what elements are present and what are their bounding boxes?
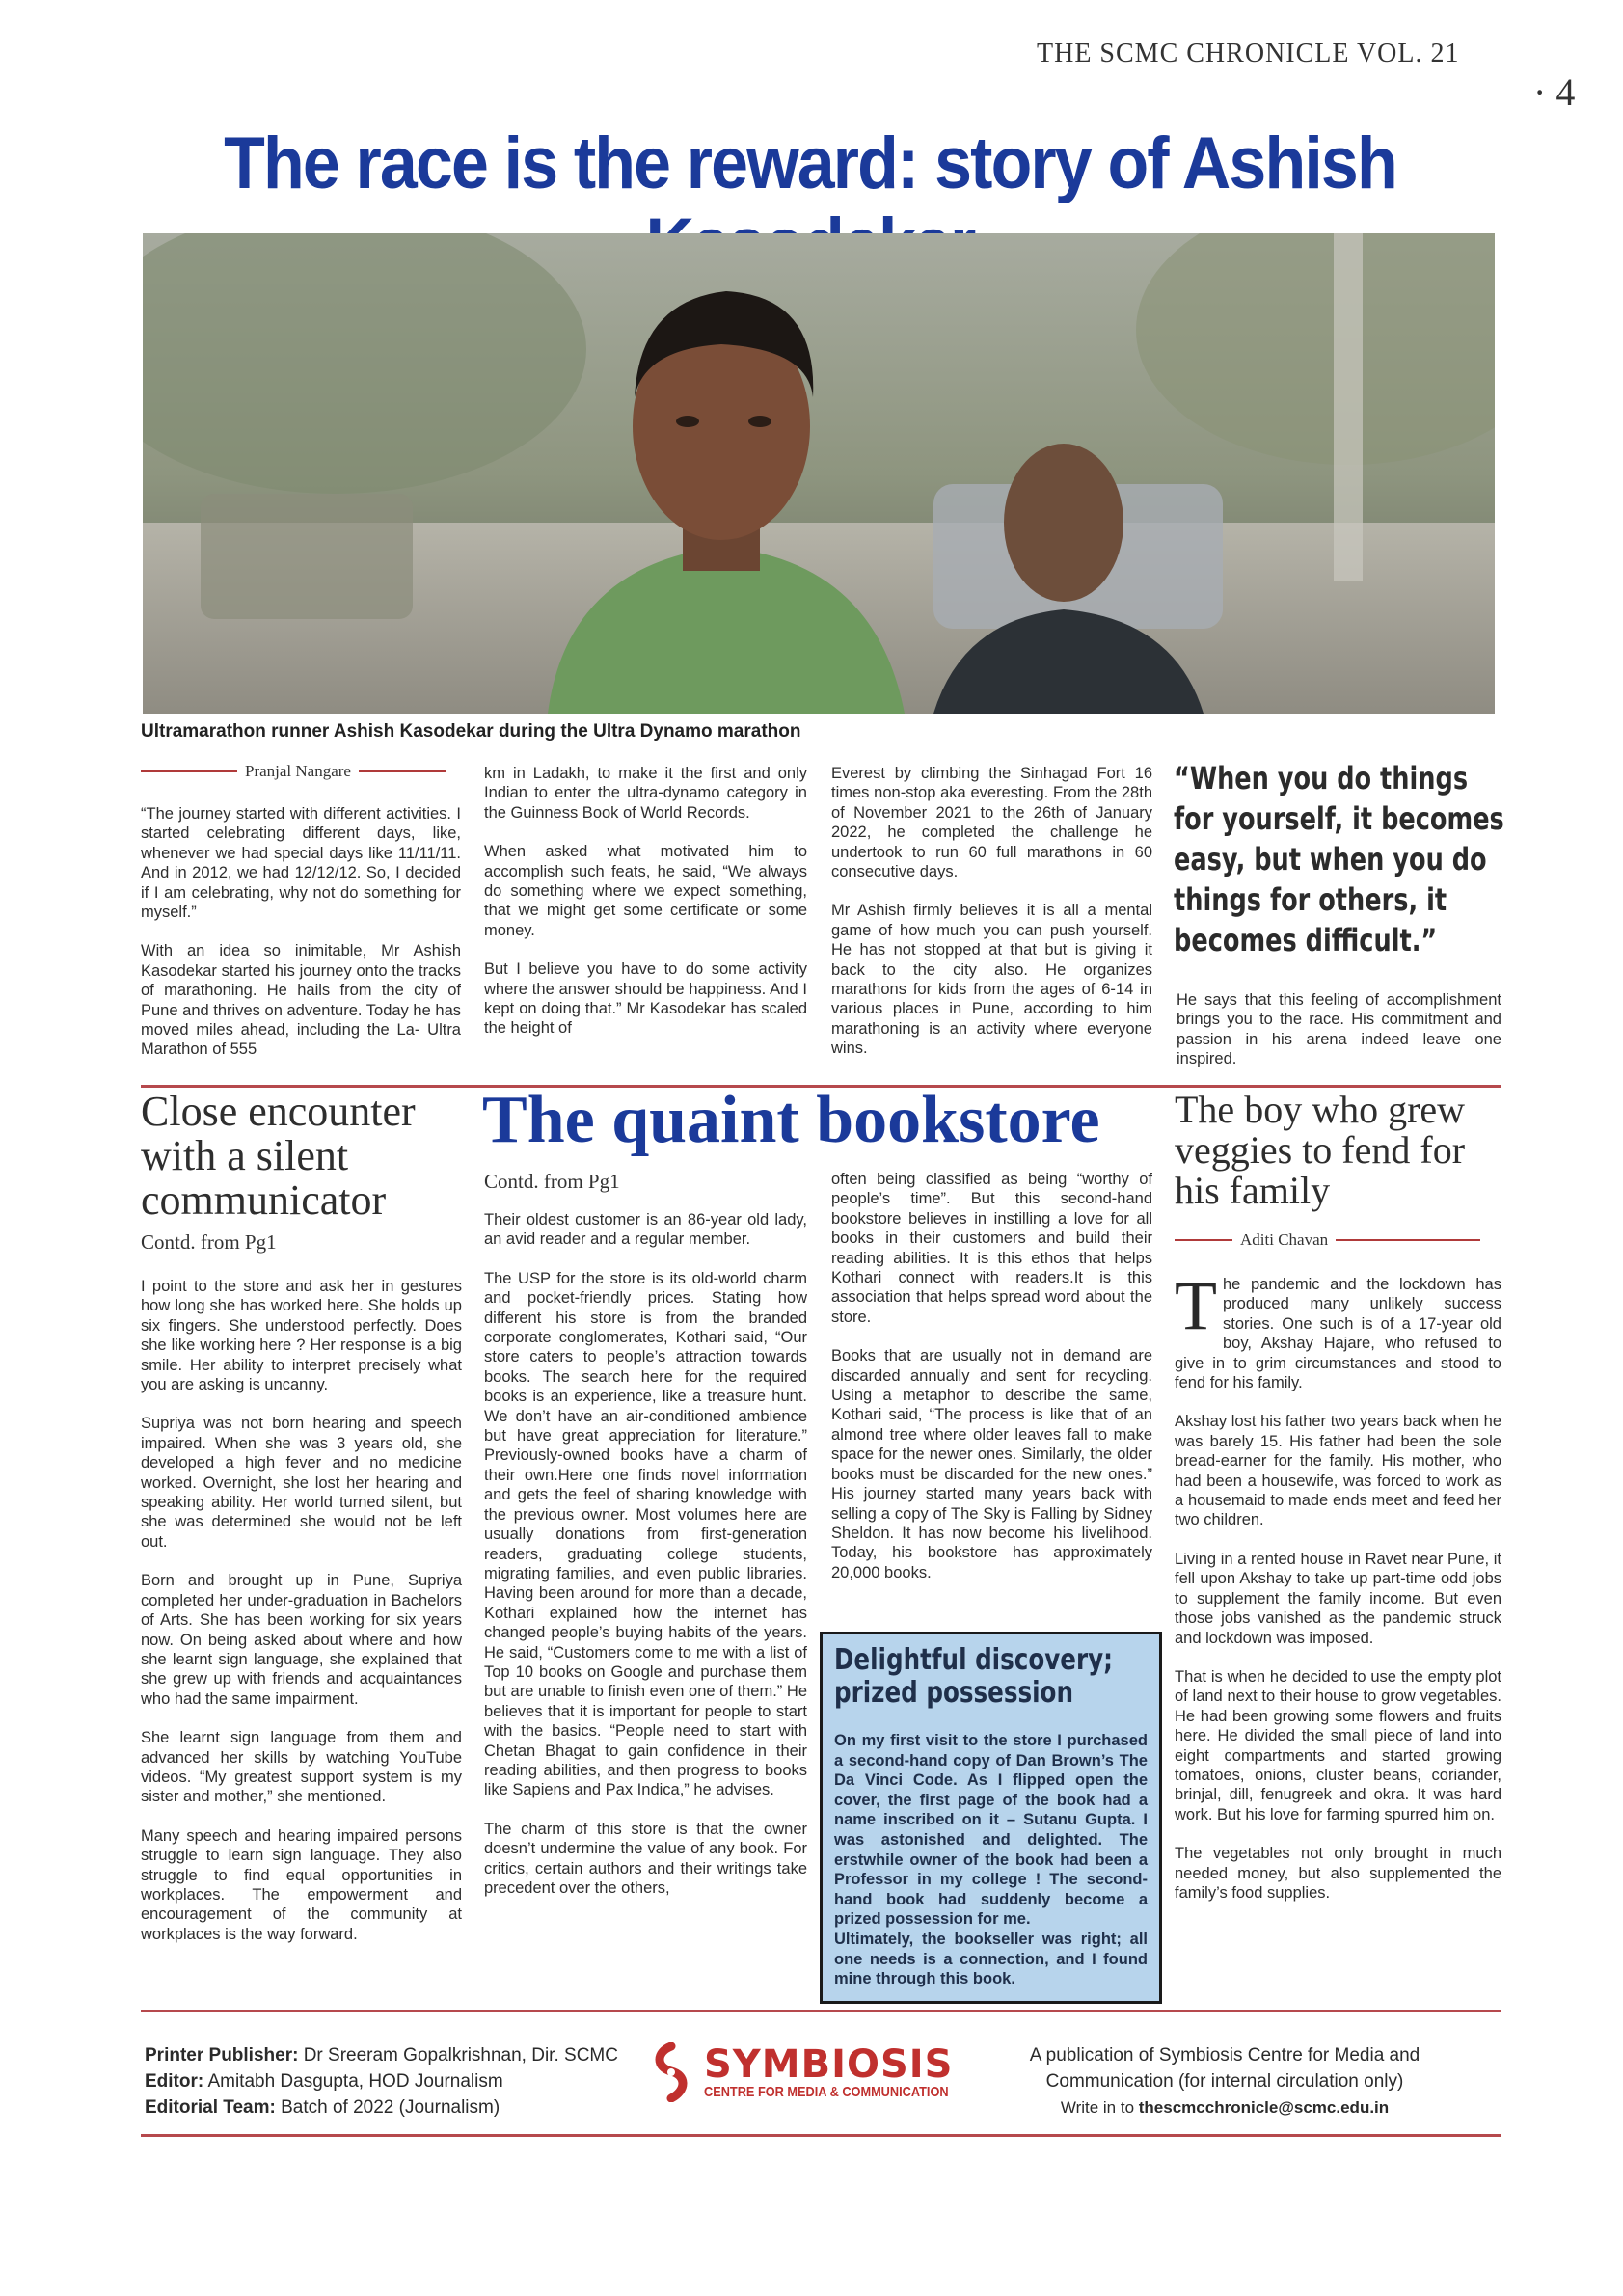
story1-column-1 — [141, 804, 461, 1079]
publication-line-2: Communication (for internal circulation only) — [1045, 2071, 1404, 2092]
paragraph: Living in a rented house in Ravet near Pune, it fell upon Akshay to take up part-time odd jobs to supplement the family income. But even those jobs vanished as the pandemic struck and lockdown was imposed. — [1175, 1550, 1501, 1647]
credits — [145, 2042, 618, 2120]
byline-pranjal — [141, 762, 446, 781]
story1-column-4 — [1177, 990, 1501, 1089]
byline-rule — [359, 770, 446, 772]
paragraph: The charm of this store is that the owner doesn’t undermine the value of any book. For critics, certain authors and their writings take precedent over the others, — [484, 1820, 807, 1897]
story1-column-2 — [484, 764, 807, 1058]
story3-column-1 — [484, 1210, 807, 1917]
paragraph: “The journey started with different activities. I started celebrating different days, like, whenever we had special days like 11/11/11. And in 2012, we had 12/12/12. So, I decided if I am celebrating, why not do something for myself.” — [141, 805, 461, 922]
paragraph: Many speech and hearing impaired persons struggle to learn sign language. They also struggle to find equal opportunities in workplaces. The empowerment and encouragement of the community at workplaces is the way forward. — [141, 1826, 462, 1943]
story2-column — [141, 1277, 462, 1963]
paragraph: He says that this feeling of accomplishment brings you to the race. His commitment and passion in his arena indeed leave one inspired. — [1177, 991, 1501, 1068]
symbiosis-logo — [648, 2042, 991, 2102]
byline-rule — [141, 770, 237, 772]
story4-title: The boy who grew veggies to fend for his family — [1175, 1088, 1466, 1212]
story4-column — [1175, 1267, 1501, 1922]
email-link[interactable]: thescmcchronicle@scmc.edu.in — [1138, 2098, 1390, 2117]
paragraph: Born and brought up in Pune, Supriya completed her under-graduation in Bachelors of Arts. She has been working for six years now. On being asked about where and how she learnt sign language, she explained that she grew up with friends and acquaintances who had the same impairment. — [141, 1572, 462, 1708]
paragraph: When asked what motivated him to accomplish such feats, he said, “We always do something where we expect something, that we might get some certificate or some money. — [484, 843, 807, 939]
story2-contd: Contd. from Pg1 — [141, 1230, 277, 1254]
paragraph: With an idea so inimitable, Mr Ashish Kasodekar started his journey onto the tracks of marathoning. He hails from the city of Pune and thrives on adventure. Today he has moved miles ahead, including the La- Ultra Marathon of 555 — [141, 942, 461, 1059]
runner-photo-illustration — [143, 233, 1495, 714]
story3-title: The quaint bookstore — [482, 1083, 1100, 1157]
byline-name: Aditi Chavan — [1240, 1230, 1329, 1249]
pull-quote: “When you do things for yourself, it becomes easy, but when you do things for others, it becomes difficult.” — [1174, 760, 1504, 959]
paragraph: But I believe you have to do some activity where the answer should be happiness. And I kept on doing that.” Mr Kasodekar has scaled the height of — [484, 960, 807, 1038]
runner-photo — [143, 233, 1495, 714]
dropcap: T — [1175, 1267, 1217, 1344]
footer-divider-bottom — [141, 2134, 1501, 2137]
team-line: Editorial Team: Batch of 2022 (Journalism) — [145, 2097, 500, 2118]
paragraph: That is when he decided to use the empty plot of land next to their house to grow vegetables. He had been growing some flowers and fruits here. He divided the small piece of land into eight compartments and started growing tomatoes, onions, cluster beans, coriander, brinjal, dill, fenugreek and okra. It was hard work. But his love for farming spurred him on. — [1175, 1667, 1501, 1823]
paragraph — [1175, 1267, 1501, 1392]
publication-info — [1008, 2042, 1442, 2120]
byline-rule — [1336, 1239, 1480, 1241]
paragraph: Mr Ashish firmly believes it is all a mental game of how much you can push yourself. He has not stopped at that but is giving it back to the city also. He organizes marathons for kids from the ages of 6-14 in various places in Pune, according to him marathoning is an activity where everyone wins. — [831, 902, 1152, 1058]
sidebar-body — [834, 1731, 1148, 1989]
byline-rule — [1175, 1239, 1232, 1241]
story3-column-2 — [831, 1170, 1152, 1602]
sidebar-paragraph: On my first visit to the store I purchased a second-hand copy of Dan Brown’s The Da Vinci Code. As I flipped open the cover, the first page of the book had a name inscribed on it – Sutanu Gupta. I was astonished and delighted. The erstwhile owner of the book had been a Professor in my college ! The second-hand book had suddenly become a prized possession for me. — [834, 1732, 1148, 1929]
story3-contd: Contd. from Pg1 — [484, 1170, 620, 1193]
story1-column-3 — [831, 764, 1152, 1078]
byline-name: Pranjal Nangare — [245, 762, 351, 780]
printer-line: Printer Publisher: Dr Sreeram Gopalkrishnan, Dir. SCMC — [145, 2045, 618, 2066]
story-headline: The race is the reward: story of Ashish — [224, 122, 1396, 204]
logo-name: SYMBIOSIS — [704, 2041, 954, 2087]
paragraph: Everest by climbing the Sinhagad Fort 16 times non-stop aka everesting. From the 28th of November 2021 to the 26th of January 2022, he completed the challenge he undertook to run 60 full marathons in 60 consecutive days. — [831, 765, 1152, 881]
paragraph: Their oldest customer is an 86-year old lady, an avid reader and a regular member. — [484, 1211, 807, 1249]
footer-divider-top — [141, 2010, 1501, 2012]
write-in-line: Write in to thescmcchronicle@scmc.edu.in — [1060, 2098, 1390, 2117]
sidebar-title: Delightful discovery; prized possession — [834, 1643, 1113, 1710]
masthead: THE SCMC CHRONICLE VOL. 21 — [1037, 39, 1460, 68]
paragraph: I point to the store and ask her in gestures how long she has worked here. She holds up six fingers. She understood perfectly. Does she like working here ? Her response is a big smile. Her ability to interpret precisely what you are asking is uncanny. — [141, 1278, 462, 1394]
paragraph: km in Ladakh, to make it the first and only Indian to enter the ultra-dynamo category in the Guinness Book of World Records. — [484, 765, 807, 822]
sidebar-paragraph: Ultimately, the bookseller was right; all one needs is a connection, and I found mine through this book. — [834, 1930, 1148, 1988]
logo-subtitle: CENTRE FOR MEDIA & COMMUNICATION — [704, 2083, 949, 2100]
paragraph: Akshay lost his father two years back when he was barely 15. His father had been the sole bread-earner for the family. His mother, who had been a housewife, was forced to work as a housemaid to made ends meet and feed her two children. — [1175, 1413, 1501, 1529]
byline-aditi — [1175, 1230, 1480, 1250]
sidebar-box — [820, 1632, 1162, 2004]
paragraph: She learnt sign language from them and advanced her skills by watching YouTube videos. “My greatest support system is my sister and mother,” she mentioned. — [141, 1729, 462, 1806]
publication-line-1: A publication of Symbiosis Centre for Media and — [1029, 2045, 1420, 2066]
paragraph: The vegetables not only brought in much needed money, but also supplemented the family’s food supplies. — [1175, 1845, 1501, 1902]
first-paragraph-text: he pandemic and the lockdown has produced many unlikely success stories. One such is of a 17-year old boy, Akshay Hajare, who refused to give in to grim circumstances and stood to fend for his family. — [1175, 1276, 1501, 1392]
page-number: · 4 — [1533, 70, 1576, 114]
paragraph: Supriya was not born hearing and speech impaired. When she was 3 years old, she developed a high fever and no medicine worked. Overnight, she lost her hearing and speaking ability. Her world turned silent, but she was determined she would not be left out. — [141, 1415, 462, 1551]
paragraph: Books that are usually not in demand are discarded annually and sent for recycling. Using a metaphor to describe the same, Kothari said, “The process is like that of an almond tree where older leaves fall to make space for the newer ones. Similarly, the older books must be discarded for the new ones.” His journey started many years back with selling a copy of The Sky is Falling by Sidney Sheldon. It has now become his livelihood. Today, his bookstore has approximately 20,000 books. — [831, 1347, 1152, 1581]
story2-title: Close encounter with a silent communicator — [141, 1088, 416, 1225]
paragraph: The USP for the store is its old-world charm and pocket-friendly prices. Stating how different his store is from the branded corporate conglomerates, Kothari said, “Our store caters to people’s attraction towards books. The search here for the required books is an experience, like a treasure hunt. We don’t have an air-conditioned ambience but have great appreciation for literature.” Previously-owned books have a charm of their own.Here one finds novel information and gets the feel of sharing knowledge with the previous owner. Most volumes here are usually donations from first-generation readers, graduating college students, migrating families, and even public libraries. Having been around for more than a decade, Kothari explained how the internet has changed people’s buying habits of the years. He said, “Customers come to me with a list of Top 10 books on Google and purchase them but are unable to finish even one of them.” He believes that it is important for people to start with the basics. “People need to start with Chetan Bhagat to gain confidence in their reading abilities, and then progress to books like Sapiens and Pax Indica,” he advises. — [484, 1269, 807, 1799]
photo-caption: Ultramarathon runner Ashish Kasodekar during the Ultra Dynamo marathon — [141, 721, 801, 742]
editor-line: Editor: Amitabh Dasgupta, HOD Journalism — [145, 2071, 503, 2092]
symbiosis-emblem-icon — [648, 2042, 694, 2102]
paragraph: often being classified as being “worthy of people’s time”. But this second-hand bookstore believes in instilling a love for all books in their customers and build their reading abilities. It is this ethos that helps Kothari connect with readers.It is this association that helps spread word about the store. — [831, 1171, 1152, 1326]
